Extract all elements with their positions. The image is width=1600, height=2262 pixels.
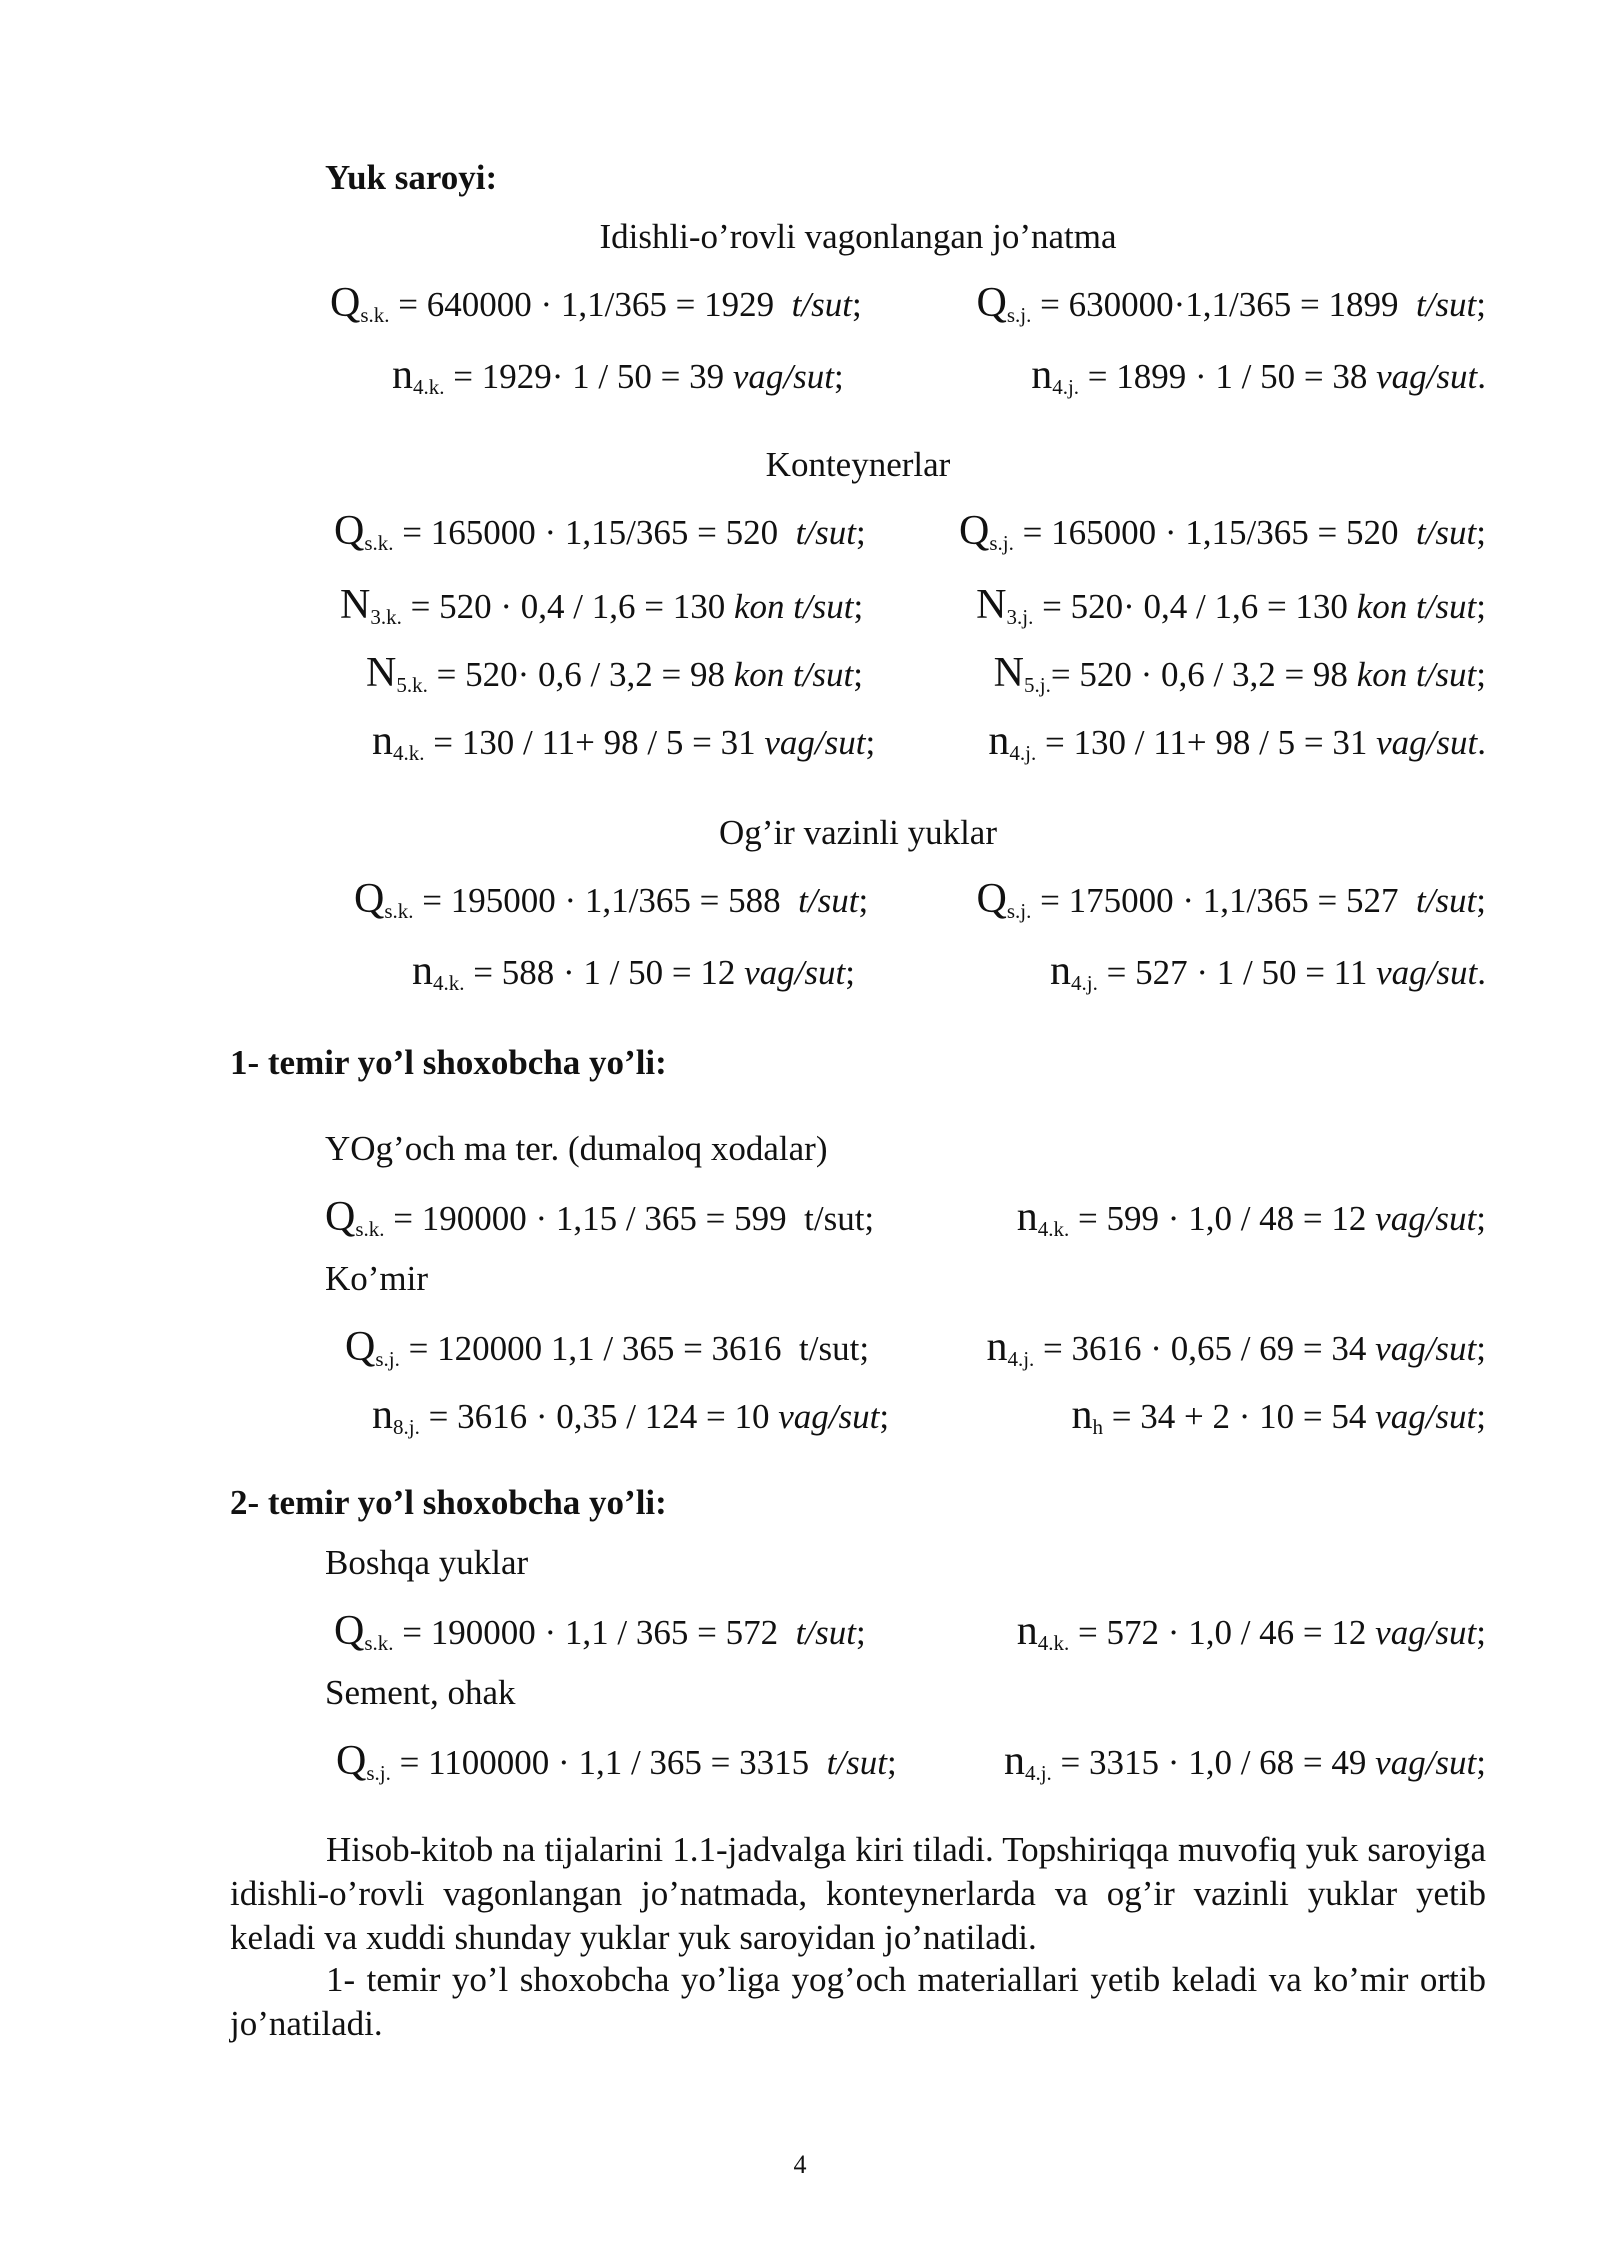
paragraph-shox1: 1- temir yo’l shoxobcha yo’liga yog’och materiallari yetib keladi va ko’mir ortib jo’natiladi.: [230, 1960, 1486, 2043]
formula: [334, 1608, 866, 1656]
formula-subscript: 4.j.: [1024, 1761, 1052, 1785]
formula-subscript: s.k.: [364, 531, 394, 555]
formula-symbol: Q: [976, 876, 1007, 922]
formula-symbol: N: [340, 582, 371, 628]
formula-unit: kon t/sut: [1356, 655, 1477, 694]
formula-unit: vag/sut: [764, 723, 866, 762]
paragraph-results: Hisob-kitob na tijalarini 1.1-jadvalga kiri tiladi. Topshiriqqa muvofiq yuk saroyiga idishli-o’rovli vagonlangan jo’natmada, konteynerlarda va og’ir vazinli yuklar yetib keladi va xuddi shunday yuklar yuk saroyidan jo’natiladi.: [230, 1830, 1486, 1957]
formula-symbol: Q: [976, 280, 1007, 326]
formula: [345, 1324, 869, 1372]
formula-subscript: 4.j.: [1052, 375, 1080, 399]
formula-punctuation: ;: [1476, 1743, 1486, 1782]
formula: [336, 1738, 897, 1786]
formula-punctuation: ;: [879, 1397, 890, 1436]
formula-expression: = 3315 · 1,0 / 68 = 49: [1051, 1743, 1376, 1782]
formula-subscript: 8.j.: [393, 1415, 420, 1439]
formula-expression: = 520 · 0,6 / 3,2 = 98: [1050, 655, 1357, 694]
formula-expression: = 130 / 11+ 98 / 5 = 31: [1036, 723, 1377, 762]
formula-symbol: n: [372, 718, 393, 764]
formula-subscript: s.k.: [364, 1631, 394, 1655]
formula-subscript: s.j.: [366, 1761, 391, 1785]
formula-symbol: n: [1071, 1392, 1093, 1438]
formula: [412, 948, 855, 996]
formula-unit: kon t/sut: [733, 587, 854, 626]
formula: [1072, 1392, 1486, 1440]
formula-subscript: s.k.: [360, 303, 390, 327]
formula-expression: = 3616 · 0,35 / 124 = 10: [419, 1397, 779, 1436]
formula-punctuation: ;: [845, 953, 855, 992]
formula-symbol: n: [372, 1392, 393, 1438]
formula-subscript: 4.k.: [433, 971, 465, 995]
formula-punctuation: ;: [855, 513, 866, 552]
subheading-ogir: Og’ir vazinli yuklar: [719, 813, 997, 852]
formula-symbol: Q: [345, 1324, 376, 1370]
formula-punctuation: .: [1477, 357, 1486, 396]
formula: [1017, 1608, 1486, 1656]
formula-expression: = 527 · 1 / 50 = 11: [1097, 953, 1377, 992]
formula-punctuation: ;: [1476, 513, 1486, 552]
formula-subscript: 3.j.: [1006, 605, 1034, 629]
formula-subscript: 3.k.: [370, 605, 402, 629]
formula-unit: vag/sut: [1376, 723, 1478, 762]
formula-punctuation: ;: [853, 587, 864, 626]
formula-unit: vag/sut: [1375, 1397, 1477, 1436]
page-number: 4: [793, 2150, 807, 2179]
section-heading-shox1: 1- temir yo’l shoxobcha yo’li:: [230, 1043, 667, 1082]
formula-unit: vag/sut: [1375, 1743, 1477, 1782]
formula-punctuation: ;: [855, 1613, 866, 1652]
formula-subscript: 4.k.: [1037, 1631, 1070, 1655]
formula-subscript: 4.j.: [1070, 971, 1098, 995]
section-heading-yuk-saroyi: Yuk saroyi:: [325, 158, 498, 197]
formula-subscript: 4.k.: [1037, 1217, 1070, 1241]
formula-subscript: s.j.: [989, 531, 1014, 555]
subheading-idishli: Idishli-o’rovli vagonlangan jo’natma: [599, 217, 1117, 256]
formula-punctuation: ;: [1476, 587, 1486, 626]
formula-symbol: n: [1003, 1738, 1025, 1784]
formula-punctuation: ;: [1476, 655, 1486, 694]
formula-expression: = 195000 · 1,1/365 = 588: [413, 881, 799, 920]
formula-symbol: n: [392, 352, 413, 398]
formula-symbol: Q: [330, 280, 361, 326]
formula-expression: = 520· 0,4 / 1,6 = 130: [1033, 587, 1357, 626]
formula-expression: = 165000 · 1,15/365 = 520: [393, 513, 796, 552]
formula-expression: = 572 · 1,0 / 46 = 12: [1069, 1613, 1376, 1652]
formula-symbol: n: [1016, 1608, 1038, 1654]
formula-symbol: Q: [334, 1608, 365, 1654]
formula: [1031, 352, 1486, 400]
formula-unit: kon t/sut: [733, 655, 854, 694]
formula-symbol: n: [988, 718, 1010, 764]
formula: [1004, 1738, 1486, 1786]
formula-subscript: s.k.: [355, 1217, 385, 1241]
subheading-boshqa: Boshqa yuklar: [325, 1543, 529, 1582]
formula: [330, 280, 862, 328]
formula-subscript: h: [1092, 1415, 1104, 1439]
formula: [959, 508, 1486, 556]
formula-punctuation: ;: [851, 285, 862, 324]
formula-symbol: Q: [959, 508, 990, 554]
formula-unit: t/sut: [795, 513, 856, 552]
formula-punctuation: .: [1477, 953, 1486, 992]
formula-subscript: 5.j.: [1023, 673, 1051, 697]
formula: [988, 718, 1486, 766]
formula-expression: = 165000 · 1,15/365 = 520: [1013, 513, 1416, 552]
formula-unit: kon t/sut: [1356, 587, 1477, 626]
formula-punctuation: ;: [853, 655, 864, 694]
formula-expression: = 175000 · 1,1/365 = 527: [1031, 881, 1416, 920]
formula-unit: t/sut: [791, 285, 852, 324]
formula-expression: = 1100000 · 1,1 / 365 = 3315: [390, 1743, 827, 1782]
formula: [366, 650, 863, 698]
formula-subscript: s.k.: [384, 899, 414, 923]
formula-unit: vag/sut: [1375, 1613, 1477, 1652]
formula-unit: t/sut: [795, 1613, 856, 1652]
subheading-konteynerlar: Konteynerlar: [765, 445, 951, 484]
formula-unit: vag/sut: [1375, 1199, 1477, 1238]
formula: [994, 650, 1486, 698]
formula-punctuation: ;: [1476, 1613, 1486, 1652]
formula-unit: vag/sut: [1375, 1329, 1477, 1368]
formula: [372, 718, 875, 766]
formula-expression: = 599 · 1,0 / 48 = 12: [1069, 1199, 1376, 1238]
formula: [334, 508, 866, 556]
formula-expression: = 1899 · 1 / 50 = 38: [1079, 357, 1377, 396]
formula: [354, 876, 868, 924]
formula-subscript: 4.j.: [1007, 1347, 1035, 1371]
formula-subscript: s.j.: [1006, 899, 1032, 923]
formula: [392, 352, 844, 400]
formula-expression: = 640000 · 1,1/365 = 1929: [389, 285, 792, 324]
formula-symbol: Q: [354, 876, 385, 922]
formula: [976, 582, 1486, 630]
formula-symbol: N: [993, 650, 1024, 696]
formula-subscript: 4.k.: [393, 741, 425, 765]
subheading-sement: Sement, ohak: [325, 1673, 516, 1712]
formula-unit: vag/sut: [732, 357, 834, 396]
formula-unit: vag/sut: [778, 1397, 880, 1436]
formula-expression: = 520 · 0,4 / 1,6 = 130: [401, 587, 734, 626]
formula-punctuation: ;: [886, 1743, 897, 1782]
formula-subscript: 4.j.: [1009, 741, 1037, 765]
formula: [340, 582, 863, 630]
formula-expression: = 630000·1,1/365 = 1899: [1031, 285, 1416, 324]
formula-expression: = 190000 · 1,15 / 365 = 599 t/sut;: [384, 1199, 875, 1238]
formula-subscript: s.j.: [1006, 303, 1032, 327]
formula: [372, 1392, 889, 1440]
formula-symbol: Q: [336, 1738, 367, 1784]
formula-punctuation: .: [1477, 723, 1486, 762]
formula: [325, 1194, 874, 1242]
formula-expression: = 34 + 2 · 10 = 54: [1103, 1397, 1376, 1436]
formula-symbol: N: [976, 582, 1007, 628]
formula-unit: vag/sut: [744, 953, 846, 992]
formula-punctuation: ;: [1476, 1397, 1486, 1436]
formula: [1017, 1194, 1486, 1242]
formula-symbol: n: [1049, 948, 1071, 994]
formula-symbol: Q: [325, 1194, 356, 1240]
formula-unit: t/sut: [1415, 285, 1477, 324]
formula-punctuation: ;: [833, 357, 844, 396]
formula: [986, 1324, 1486, 1372]
formula-punctuation: ;: [1476, 1329, 1486, 1368]
formula-subscript: s.j.: [375, 1347, 400, 1371]
formula-symbol: n: [412, 948, 433, 994]
formula-symbol: N: [366, 650, 397, 696]
formula-unit: vag/sut: [1376, 357, 1478, 396]
formula-expression: = 520· 0,6 / 3,2 = 98: [427, 655, 734, 694]
formula-symbol: Q: [334, 508, 365, 554]
section-heading-shox2: 2- temir yo’l shoxobcha yo’li:: [230, 1483, 667, 1522]
formula-expression: = 3616 · 0,65 / 69 = 34: [1034, 1329, 1376, 1368]
formula-symbol: n: [986, 1324, 1008, 1370]
subheading-yogoch: YOg’och ma ter. (dumaloq xodalar): [325, 1129, 828, 1168]
formula-unit: t/sut: [826, 1743, 887, 1782]
formula-symbol: n: [1016, 1194, 1038, 1240]
formula: [977, 876, 1487, 924]
formula-unit: t/sut: [798, 881, 859, 920]
formula-expression: = 190000 · 1,1 / 365 = 572: [393, 1613, 796, 1652]
formula-subscript: 5.k.: [396, 673, 428, 697]
formula: [1050, 948, 1486, 996]
formula-subscript: 4.k.: [413, 375, 445, 399]
formula: [977, 280, 1487, 328]
formula-punctuation: ;: [1476, 285, 1486, 324]
formula-punctuation: ;: [1476, 881, 1486, 920]
formula-expression: = 1929· 1 / 50 = 39: [444, 357, 733, 396]
formula-punctuation: ;: [858, 881, 869, 920]
formula-expression: = 588 · 1 / 50 = 12: [464, 953, 745, 992]
formula-expression: = 130 / 11+ 98 / 5 = 31: [424, 723, 765, 762]
formula-punctuation: ;: [1476, 1199, 1486, 1238]
formula-punctuation: ;: [865, 723, 876, 762]
formula-unit: vag/sut: [1376, 953, 1478, 992]
formula-symbol: n: [1031, 352, 1053, 398]
formula-unit: t/sut: [1415, 881, 1477, 920]
formula-unit: t/sut: [1415, 513, 1477, 552]
formula-expression: = 120000 1,1 / 365 = 3616 t/sut;: [399, 1329, 870, 1368]
subheading-komir: Ko’mir: [325, 1259, 429, 1298]
